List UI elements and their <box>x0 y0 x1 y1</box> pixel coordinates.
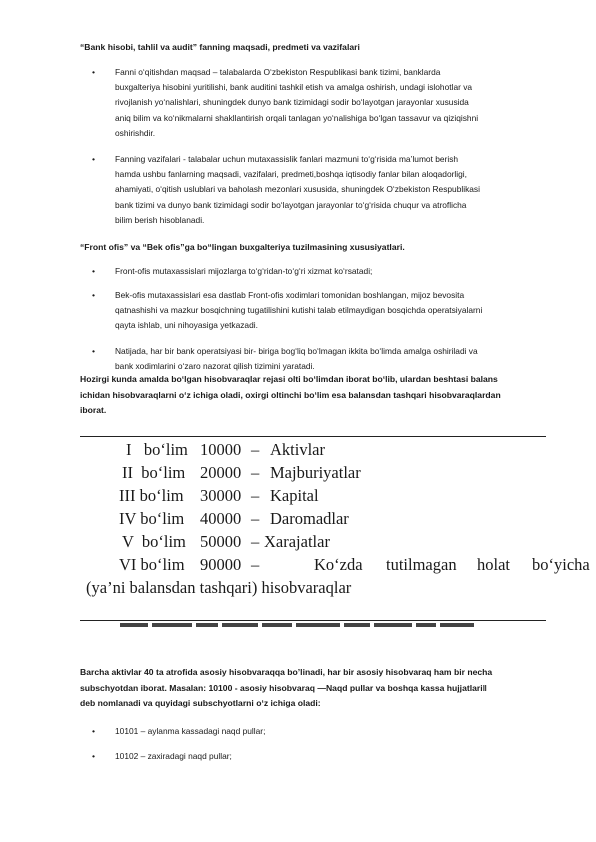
text-line: qatnashishi va mazkur bosqichning tugatilishini kutishi talab etilmaydigan bosqichda operatsiyalarni <box>115 305 483 316</box>
account-code: 30000 <box>200 486 242 505</box>
closing-paragraph <box>80 665 550 712</box>
bullet-marker: • <box>92 266 96 276</box>
text-line: Fanning vazifalari - talabalar uchun mutaxassislik fanlari mazmuni to‘g‘risida ma’lumot berish <box>115 154 459 164</box>
text-line: bank xodimlarini o‘zaro nazorat qilish tizimini yaratadi. <box>115 361 315 372</box>
text-line: Barcha aktivlar 40 ta atrofida asosiy hisobvaraqqa bo’linadi, har bir asosiy hisobvaraq ham bir necha <box>80 667 493 677</box>
bullet-marker: • <box>92 726 96 736</box>
text-line: 10101 – aylanma kassadagi naqd pullar; <box>115 726 266 736</box>
text-line: Hozirgi kunda amalda bo‘lgan hisobvaraqlar rejasi olti bo‘limdan iborat bo‘lib, ulardan beshtasi balans <box>80 374 498 384</box>
bullet-back-office <box>115 288 560 334</box>
text-line: aniq bilim va ko‘nikmalarni shakllantirish orqali tanlagan yo‘nalishiga bo‘lgan tassavur va qiziqishni <box>115 112 479 123</box>
section-name: Daromadlar <box>270 509 349 528</box>
bullet-marker: • <box>92 346 96 356</box>
bullet-subaccount-10102 <box>115 749 560 764</box>
dash: – <box>251 463 260 482</box>
bullet-marker: • <box>92 154 96 164</box>
bullet-course-tasks <box>115 152 560 228</box>
text-line: bilim berish hisoblanadi. <box>115 214 205 225</box>
dash: – <box>251 555 260 574</box>
section-name-part: Ko‘zda <box>314 555 363 574</box>
figure-cropped-text-strip <box>120 623 510 628</box>
dash: – <box>251 509 260 528</box>
text-line: iborat. <box>80 405 107 415</box>
section-name-part: holat <box>477 555 510 574</box>
bullet-marker: • <box>92 290 96 300</box>
text-line: hamda ushbu fanlarning maqsadi, vazifalari, predmeti,boshqa iqtisodiy fanlar bilan aloqadorligi, <box>115 169 467 180</box>
section-name-continued: (ya’ni balansdan tashqari) hisobvaraqlar <box>86 578 352 597</box>
section-label: I bo‘lim <box>126 440 188 459</box>
section-name: Aktivlar <box>270 440 325 459</box>
text-line: Natijada, har bir bank operatsiyasi bir- biriga bog‘liq bo‘lmagan ikkita bo‘limda amalga oshiriladi va <box>115 346 478 356</box>
section-name: Majburiyatlar <box>270 463 361 482</box>
bullet-subaccount-10101 <box>115 724 560 739</box>
text-line: oshirishdir. <box>115 127 156 138</box>
text-line: deb nomlanadi va quyidagi subschyotlarni o‘z ichiga oladi: <box>80 698 321 708</box>
account-code: 50000 <box>200 532 242 551</box>
text-line: qayta ishlab, uni nihoyasiga yetkazadi. <box>115 320 258 331</box>
bullet-result <box>115 344 560 374</box>
text-line: buxgalteriya hisobini yuritilishi, bank auditini tashkil etish va amalga oshirish, undagi islohotlar va <box>115 82 473 93</box>
text-line: Bek-ofis mutaxassislari esa dastlab Front-ofis xodimlari tomonidan boshlangan, mijoz bevosita <box>115 290 465 300</box>
section-heading-course-goals: “Bank hisobi, tahlil va audit” fanning maqsadi, predmeti va vazifalari <box>80 42 360 52</box>
bullet-front-office <box>115 264 560 279</box>
account-code: 40000 <box>200 509 242 528</box>
section-label: III bo‘lim <box>119 486 184 505</box>
bullet-marker: • <box>92 751 96 761</box>
accounts-sections-figure <box>80 436 590 630</box>
bullet-marker: • <box>92 67 96 77</box>
section-name: Kapital <box>270 486 319 505</box>
section-label: II bo‘lim <box>122 463 186 482</box>
dash: – <box>251 486 260 505</box>
dash: – <box>251 440 260 459</box>
text-line: ichidan hisobvaraqlarni o‘z ichiga oladi, oxirgi oltinchi bo‘lim esa balansdan tashqari hisobvaraqlardan <box>80 389 501 400</box>
bullet-course-goal <box>115 65 560 141</box>
section-name-part: tutilmagan <box>386 555 457 574</box>
text-line: ahamiyati, o‘qitish uslublari va baholash mezonlari xususida, shuningdek O‘zbekiston Respublikasi <box>115 184 480 195</box>
figure-top-rule <box>80 436 546 437</box>
section-label: VI bo‘lim <box>119 555 185 574</box>
text-line: Front-ofis mutaxassislari mijozlarga to‘g‘ridan-to‘g‘ri xizmat ko‘rsatadi; <box>115 266 373 276</box>
intro-paragraph <box>80 372 550 419</box>
figure-bottom-rule <box>80 620 546 621</box>
account-code: 90000 <box>200 555 242 574</box>
figure-row <box>86 578 352 638</box>
text-line: subschyotdan iborat. Masalan: 10100 - asosiy hisobvaraq ―Naqd pullar va boshqa kassa hujjatlari‖ <box>80 682 487 693</box>
text-line: 10102 – zaxiradagi naqd pullar; <box>115 751 232 761</box>
section-name-part: bo‘yicha <box>532 555 590 574</box>
text-line: bank tizimi va dunyo bank tizimidagi sodir bo‘layotgan jarayonlar to‘g‘risida chuqur va atroflicha <box>115 199 467 210</box>
dash: – <box>251 532 260 551</box>
account-code: 20000 <box>200 463 242 482</box>
account-code: 10000 <box>200 440 242 459</box>
section-heading-front-back-office: “Front ofis” va “Bek ofis”ga bo“lingan buxgalteriya tuzilmasining xususiyatlari. <box>80 242 405 252</box>
text-line: Fanni o‘qitishdan maqsad – talabalarda O‘zbekiston Respublikasi bank tizimi, banklarda <box>115 67 441 77</box>
section-name: Xarajatlar <box>264 532 330 551</box>
text-line: rivojlanish yo‘nalishlari, shuningdek dunyo bank tizimidagi sodir bo‘layotgan jarayonlar xususida <box>115 97 469 108</box>
section-label: V bo‘lim <box>122 532 186 551</box>
section-label: IV bo‘lim <box>119 509 185 528</box>
